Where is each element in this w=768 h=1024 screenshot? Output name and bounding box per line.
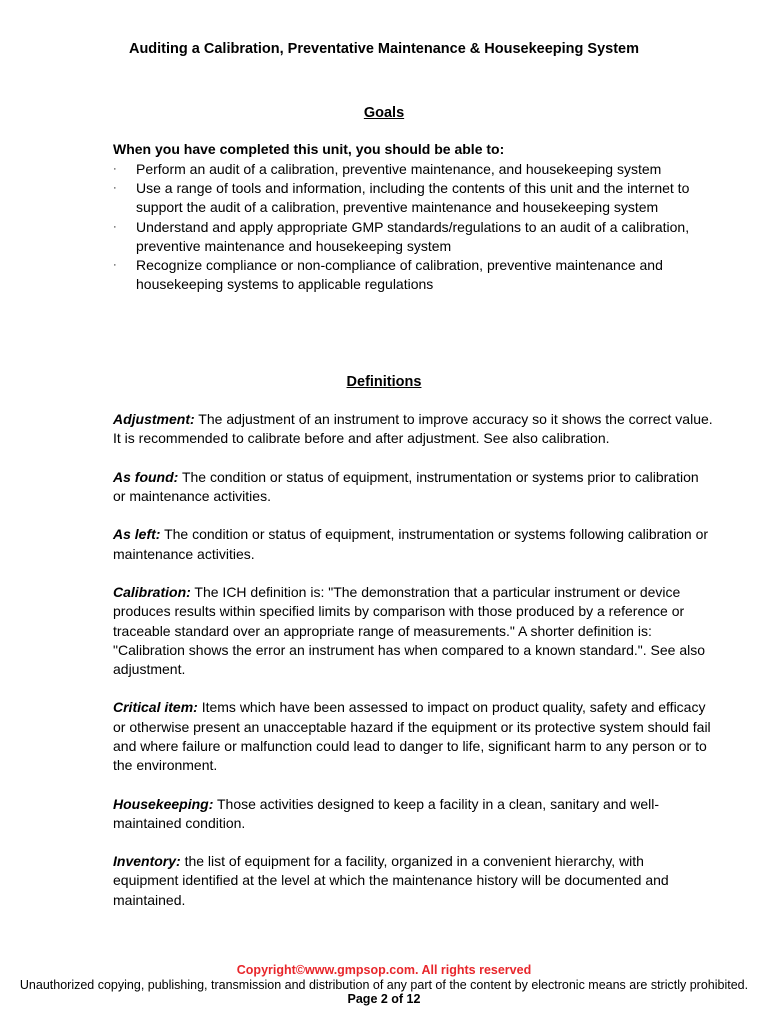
goal-text: Perform an audit of a calibration, preventive maintenance, and housekeeping system — [136, 161, 662, 177]
definition-term: As found: — [113, 468, 179, 485]
page-number: Page 2 of 12 — [347, 992, 421, 1006]
definition-text: The condition or status of equipment, instrumentation or systems prior to calibration or maintenance activities. — [113, 468, 699, 504]
list-item — [113, 179, 733, 217]
definition-text: the list of equipment for a facility, organized in a convenient hierarchy, with equipment identified at the level at which the maintenance history will be documented and maintained. — [113, 853, 669, 908]
bullet-icon: · — [113, 163, 117, 175]
definition-term: Housekeeping: — [113, 795, 214, 812]
bullet-icon: · — [113, 220, 117, 233]
definition-term: Calibration: — [113, 584, 191, 601]
list-item — [113, 218, 733, 256]
goals-heading: Goals — [363, 105, 405, 121]
goals-list — [113, 160, 733, 294]
definition-text: Items which have been assessed to impact on product quality, safety and efficacy or otherwise present an unacceptable hazard if the equipment or its protective system should fail and where failure or malfunction could lead to danger to life, significant harm to any person or to the environment. — [113, 699, 711, 774]
definition-term: Critical item: — [113, 699, 198, 716]
list-item — [113, 160, 733, 179]
definition-text: The condition or status of equipment, instrumentation or systems following calibration or maintenance activities. — [113, 526, 709, 562]
bullet-icon: · — [113, 182, 117, 195]
page-title: Auditing a Calibration, Preventative Maintenance & Housekeeping System — [128, 41, 640, 57]
definition-inventory — [113, 852, 713, 910]
copyright-notice: Copyright©www.gmpsop.com. All rights reserved — [236, 963, 532, 977]
bullet-icon: · — [113, 259, 117, 272]
definition-text: The ICH definition is: "The demonstration that a particular instrument or device produces results within specified limits by comparison with those produced by a reference or traceable standard over an appropriate range of measurements." A shorter definition is: "Calibration shows the error an instrument has when compared to a known standard.". See also adjustment. — [113, 584, 706, 677]
list-item — [113, 256, 733, 294]
goal-text: Use a range of tools and information, including the contents of this unit and the internet to support the audit of a calibration, preventive maintenance and housekeeping system — [136, 180, 690, 216]
definition-critical-item — [113, 698, 713, 775]
definition-term: Inventory: — [113, 853, 181, 870]
definitions-list — [113, 410, 713, 929]
definition-term: As left: — [113, 526, 161, 543]
usage-notice: Unauthorized copying, publishing, transmission and distribution of any part of the content by electronic means are strictly prohibited. — [19, 977, 749, 992]
definition-as-found — [113, 468, 713, 506]
definition-text: The adjustment of an instrument to improve accuracy so it shows the correct value. It is recommended to calibrate before and after adjustment. See also calibration. — [113, 411, 713, 447]
goal-text: Understand and apply appropriate GMP standards/regulations to an audit of a calibration, preventive maintenance and housekeeping system — [136, 218, 690, 254]
definition-term: Adjustment: — [113, 411, 195, 427]
definition-as-left — [113, 525, 713, 563]
definition-adjustment — [113, 410, 713, 448]
definition-housekeeping — [113, 795, 713, 833]
definition-text: Those activities designed to keep a facility in a clean, sanitary and well-maintained condition. — [113, 795, 660, 831]
definitions-heading: Definitions — [346, 374, 422, 390]
goal-text: Recognize compliance or non-compliance of calibration, preventive maintenance and housekeeping systems to applicable regulations — [136, 257, 663, 293]
definition-calibration — [113, 583, 713, 679]
page-footer — [0, 963, 768, 1007]
goals-intro: When you have completed this unit, you should be able to: — [113, 141, 505, 157]
